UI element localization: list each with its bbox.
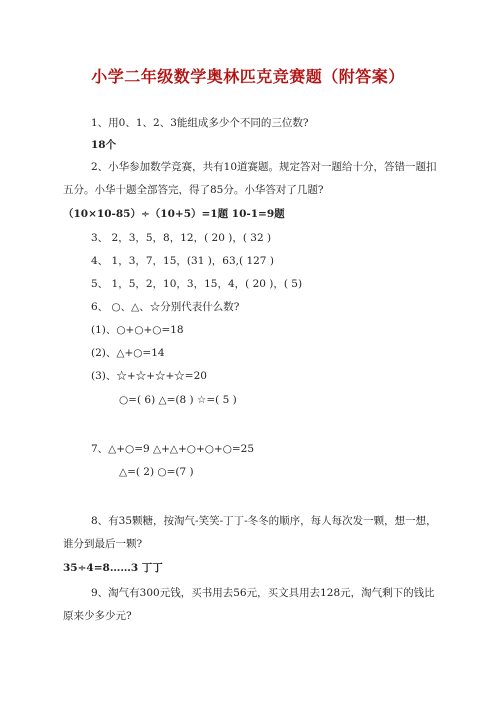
question-6-part-2: (2)、△+○=14: [91, 347, 165, 359]
question-6-part-3: (3)、☆+☆+☆+☆=20: [91, 370, 207, 382]
question-3: 3、 2，3，5，8，12，( 20 )，( 32 ): [91, 232, 272, 244]
question-2-line-1: 2、小华参加数学竞赛，共有10道赛题。规定答对一题给十分，答错一题扣: [91, 161, 437, 173]
question-6-part-1: (1)、○+○+○=18: [91, 324, 184, 336]
answer-1: 18个: [91, 139, 117, 151]
answer-2: （10×10-85）÷（10+5）=1题 10-1=9题: [63, 208, 285, 220]
question-6: 6、 ○、△、☆分别代表什么数?: [91, 301, 240, 313]
question-2-line-2: 五分。小华十题全部答完，得了85分。小华答对了几题?: [63, 184, 324, 196]
answer-7: △=( 2) ○=(7 ): [119, 466, 194, 478]
question-8-line-2: 谁分到最后一颗?: [63, 538, 143, 550]
page-title: 小学二年级数学奥林匹克竞赛题（附答案）: [91, 67, 405, 86]
question-1: 1、用0、1、2、3能组成多少个不同的三位数?: [91, 117, 309, 129]
question-9-line-2: 原来少多少元?: [63, 610, 132, 622]
question-8-line-1: 8、有35颗糖，按淘气-笑笑-丁丁-冬冬的顺序，每人每次发一颗，想一想，: [91, 515, 437, 527]
question-4: 4、 1，3，7，15，(31 )，63,( 127 ): [91, 255, 274, 267]
question-5: 5、 1，5，2，10，3，15，4，( 20 )，( 5): [91, 278, 303, 290]
answer-8: 35÷4=8……3 丁丁: [63, 562, 163, 574]
question-7: 7、△+○=9 △+△+○+○+○=25: [91, 443, 255, 455]
question-9-line-1: 9、淘气有300元钱，买书用去56元，买文具用去128元，淘气剩下的钱比: [91, 587, 435, 599]
answer-6: ○=( 6) △=(8 ) ☆=( 5 ): [119, 394, 237, 406]
